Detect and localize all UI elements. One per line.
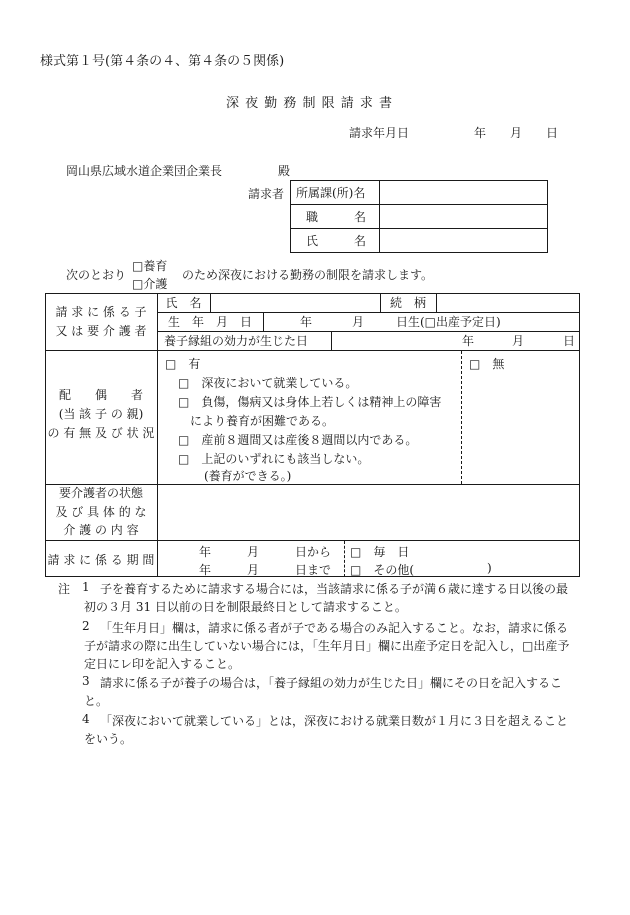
adoption-year[interactable]: 年 (462, 334, 475, 348)
purpose-checkbox-nursing[interactable]: □介護 (132, 277, 168, 291)
period-to-day[interactable]: 日まで (295, 563, 332, 577)
note-4-line-1: 「深夜において就業している」とは，深夜における就業日数が１月に３日を超えること (100, 714, 569, 728)
request-date-month[interactable]: 月 (510, 126, 523, 140)
birth-year[interactable]: 年 (300, 315, 313, 329)
note-1-line-2: 初の３月 31 日以前の日を制限最終日として請求すること。 (84, 600, 407, 614)
note-2-line-3: 定日にレ印を記入すること。 (84, 657, 241, 671)
position-label: 職 名 (306, 210, 367, 224)
child-name-field[interactable] (211, 294, 380, 312)
notes-prefix: 注 (58, 582, 71, 596)
addressee-honorific: 殿 (278, 164, 291, 178)
purpose-checkbox-childcare[interactable]: □養育 (132, 259, 168, 273)
period-to-month[interactable]: 月 (247, 563, 260, 577)
birth-date-label: 生 年 月 日 (167, 315, 252, 329)
spouse-section-label-2: (当 該 子 の 親) (58, 407, 144, 421)
spouse-yes-checkbox[interactable]: □ 有 (165, 357, 201, 371)
requester-label: 請求者 (248, 187, 285, 201)
birth-month[interactable]: 月 (352, 315, 365, 329)
name-field[interactable] (380, 229, 547, 252)
dept-label: 所属課(所)名 (296, 185, 366, 200)
request-date-label: 請求年月日 (349, 126, 410, 140)
care-section-label-1: 要介護者の状態 (58, 486, 143, 500)
note-2-number: 2 (82, 619, 90, 633)
note-3-number: 3 (82, 674, 90, 688)
spouse-option-working-night[interactable]: □ 深夜において就業している。 (178, 376, 358, 390)
note-2-line-2: 子が請求の際に出生していない場合には，「生年月日」欄に出産予定日を記入し，□出産予 (84, 639, 570, 653)
adoption-day[interactable]: 日 (563, 334, 576, 348)
note-3-line-2: と。 (84, 694, 109, 708)
child-relation-field[interactable] (437, 294, 579, 312)
note-4-line-2: をいう。 (84, 732, 133, 746)
period-from-day[interactable]: 日から (295, 545, 332, 559)
care-details-field[interactable] (158, 485, 579, 540)
spouse-no-checkbox[interactable]: □ 無 (469, 357, 505, 371)
dept-field[interactable] (380, 181, 547, 204)
name-label: 氏 名 (306, 234, 367, 248)
spouse-option-none-note: (養育ができる。) (204, 469, 292, 483)
note-3-line-1: 請求に係る子が養子の場合は，「養子縁組の効力が生じた日」欄にその日を記入するこ (100, 676, 563, 690)
adoption-month[interactable]: 月 (512, 334, 525, 348)
birth-day-due-date[interactable]: 日生(□出産予定日) (396, 315, 501, 329)
child-section-label-2: 又 は 要 介 護 者 (55, 324, 147, 338)
purpose-prefix: 次のとおり (66, 268, 127, 282)
care-section-label-3: 介 護 の 内 容 (63, 523, 139, 537)
spouse-option-none[interactable]: □ 上記のいずれにも該当しない。 (178, 452, 370, 466)
spouse-option-injury-cont: により養育が困難である。 (190, 414, 335, 428)
form-number: 様式第１号(第４条の４、第４条の５関係) (40, 54, 285, 69)
spouse-section-label-3: の 有 無 及 び 状 況 (47, 426, 155, 440)
child-section-label-1: 請 求 に 係 る 子 (55, 305, 147, 319)
addressee: 岡山県広域水道企業団企業長 (66, 164, 223, 178)
period-label: 請 求 に 係 る 期 間 (47, 552, 155, 567)
spouse-option-maternity[interactable]: □ 産前８週間又は産後８週間以内である。 (178, 433, 418, 447)
period-to-year[interactable]: 年 (199, 563, 212, 577)
purpose-suffix: のため深夜における勤務の制限を請求します。 (182, 268, 434, 282)
child-relation-label: 続 柄 (389, 296, 426, 310)
position-field[interactable] (380, 205, 547, 228)
note-2-line-1: 「生年月日」欄は，請求に係る者が子である場合のみ記入すること。なお，請求に係る (100, 621, 569, 635)
care-section-label-2: 及 び 具 体 的 な (55, 505, 147, 519)
period-other-close: ) (487, 561, 492, 575)
spouse-option-injury[interactable]: □ 負傷，傷病又は身体上若しくは精神上の障害 (178, 395, 442, 409)
period-other-checkbox[interactable]: □ その他( (350, 563, 415, 577)
note-4-number: 4 (82, 712, 90, 726)
note-1-line-1: 子を養育するために請求する場合には，当該請求に係る子が満６歳に達する日以後の最 (100, 582, 569, 596)
adoption-date-label: 養子縁組の効力が生じた日 (164, 334, 309, 348)
request-date-day[interactable]: 日 (546, 126, 559, 140)
note-1-number: 1 (82, 580, 90, 594)
page-title: 深 夜 勤 務 制 限 請 求 書 (226, 96, 394, 111)
child-name-label: 氏 名 (165, 296, 202, 310)
spouse-section-label-1: 配 偶 者 (58, 388, 143, 402)
period-from-year[interactable]: 年 (199, 545, 212, 559)
request-date-year[interactable]: 年 (474, 126, 487, 140)
period-from-month[interactable]: 月 (247, 545, 260, 559)
period-daily-checkbox[interactable]: □ 毎 日 (350, 545, 410, 559)
